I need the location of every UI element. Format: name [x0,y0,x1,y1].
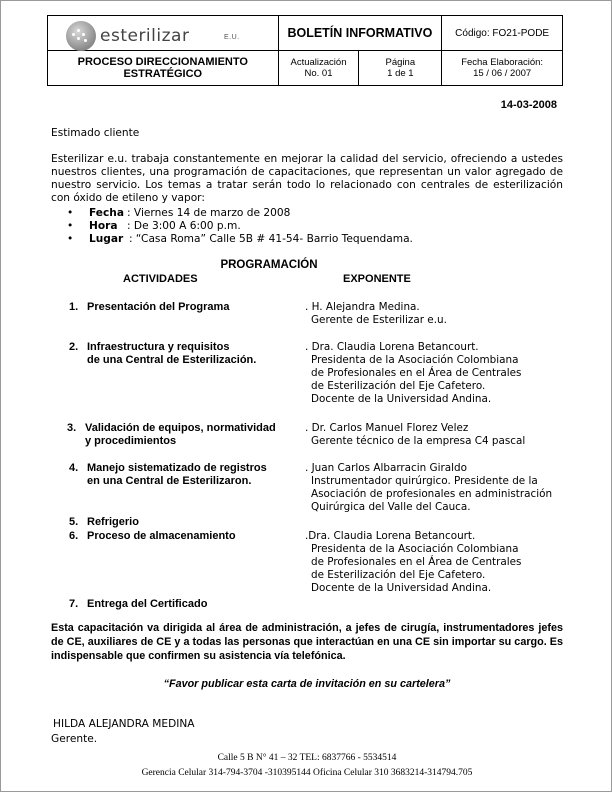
speaker-line: de Profesionales en el Área de Centrales [311,367,522,379]
activity-item [69,530,299,543]
speaker-line: Instrumentador quirúrgico. Presidente de la [311,475,538,487]
publication-request: “Favor publicar esta carta de invitación en su cartelera” [163,678,451,690]
activity-number: 5. [69,516,79,528]
logo-dots-icon [72,27,90,45]
speaker-line: Quirúrgica del Valle del Cauca. [311,501,471,513]
speaker-block [305,462,567,514]
activity-item [69,462,299,487]
activity-title: Refrigerio [87,516,139,528]
activity-title: Proceso de almacenamiento [87,530,236,542]
speaker-block [305,301,567,327]
activity-number: 4. [69,462,79,474]
elaboration-label: Fecha Elaboración: [461,57,544,68]
signatory-title: Gerente. [51,733,98,745]
activity-number: 3. [67,422,77,434]
detail-label: Fecha [89,207,124,219]
footer-phones: Gerencia Celular 314-794-3704 -310395144 Oficina Celular 310 3683214-314794.705 [141,768,473,778]
activity-title: Infraestructura y requisitos [87,341,230,353]
activity-title: Entrega del Certificado [87,598,208,610]
activity-item [69,516,299,529]
closing-paragraph: Esta capacitación va dirigida al área de administración, a jefes de cirugía, instrumentadores jefes de CE, auxiliares de CE y a todas las personas que interactúan en una CE sin importar su cargo. Es indispensable que confirmen su asistencia vía telefónica. [51,622,563,662]
document-header-table [47,15,563,86]
logo-suffix: E.U. [224,34,240,41]
update-cell [278,51,359,86]
activity-item [69,301,299,314]
detail-value: : Viernes 14 de marzo de 2008 [127,207,291,219]
elaboration-date: 15 / 06 / 2007 [473,68,532,79]
activity-number: 2. [69,341,79,353]
greeting: Estimado cliente [51,127,140,139]
process-line-1: PROCESO DIRECCIONAMIENTO [77,56,248,68]
bulletin-title: BOLETÍN INFORMATIVO [278,16,442,51]
speaker-line: . H. Alejandra Medina. [305,301,420,313]
speaker-line: . Juan Carlos Albarracin Giraldo [305,462,467,474]
speaker-line: Gerente de Esterilizar e.u. [311,314,447,326]
activity-item [69,341,299,366]
speaker-heading: EXPONENTE [343,273,411,285]
logo-wordmark: esterilizar [100,26,190,46]
speaker-line: .Dra. Claudia Lorena Betancourt. [305,530,476,542]
detail-label: Hora [89,220,118,232]
activities-heading: ACTIVIDADES [123,273,198,285]
intro-paragraph: Esterilizar e.u. trabaja constantemente en mejorar la calidad del servicio, ofreciendo a ustedes nuestros clientes, una programación de capacitaciones, que representan un valor agregado de nuestro servicio. Los temas a tratar serán todo lo relacionado con centrales de esterilización con óxido de etileno y vapor: [51,153,563,204]
detail-item-place [67,233,547,246]
detail-label: Lugar [89,233,124,245]
speaker-line: de Esterilización del Eje Cafetero. [311,569,486,581]
speaker-line: Gerente técnico de la empresa C4 pascal [311,435,526,447]
activity-title: Manejo sistematizado de registros [87,462,267,474]
signatory-name: HILDA ALEJANDRA MEDINA [53,718,195,730]
speaker-line: de Profesionales en el Área de Centrales [311,556,522,568]
page-cell [359,51,442,86]
speaker-line: Presidenta de la Asociación Colombiana [311,543,519,555]
company-logo [56,19,276,51]
detail-value: : De 3:00 A 6:00 p.m. [127,220,241,232]
elaboration-cell [442,51,563,86]
activity-number: 1. [69,301,79,313]
document-code: Código: FO21-PODE [442,16,563,51]
speaker-line: . Dra. Claudia Lorena Betancourt. [305,341,479,353]
activity-item [67,422,297,447]
activity-title-line-2: en una Central de Esterilizaron. [87,474,252,487]
event-details-list [67,207,547,246]
activity-title: Presentación del Programa [87,301,230,313]
page-label: Página [385,57,416,68]
activity-title-line-2: de una Central de Esterilización. [87,353,257,366]
activity-title: Validación de equipos, normatividad [85,422,276,434]
speaker-line: Docente de la Universidad Andina. [311,393,492,405]
process-line-2: ESTRATÉGICO [123,68,203,80]
logo-cell [48,16,279,51]
activity-item [69,598,299,611]
page-number: 1 de 1 [387,68,414,79]
update-number: No. 01 [304,68,333,79]
speaker-block [305,422,567,448]
speaker-line: Docente de la Universidad Andina. [311,582,492,594]
process-name [48,51,279,86]
letter-date: 14-03-2008 [500,99,557,111]
activity-number: 6. [69,530,79,542]
detail-value: : “Casa Roma” Calle 5B # 41-54- Barrio Tequendama. [129,233,413,245]
speaker-block [305,530,567,595]
activity-title-line-2: y procedimientos [85,434,177,447]
speaker-line: Asociación de profesionales en administración [311,488,553,500]
update-label: Actualización [290,57,347,68]
speaker-line: . Dr. Carlos Manuel Florez Velez [305,422,469,434]
detail-item-time [67,220,547,233]
program-title: PROGRAMACIÓN [220,259,318,271]
detail-item-date [67,207,547,220]
speaker-block [305,341,567,406]
activity-number: 7. [69,598,79,610]
speaker-line: de Esterilización del Eje Cafetero. [311,380,486,392]
speaker-line: Presidenta de la Asociación Colombiana [311,354,519,366]
footer-address: Calle 5 B N° 41 – 32 TEL: 6837766 - 5534514 [217,753,397,763]
